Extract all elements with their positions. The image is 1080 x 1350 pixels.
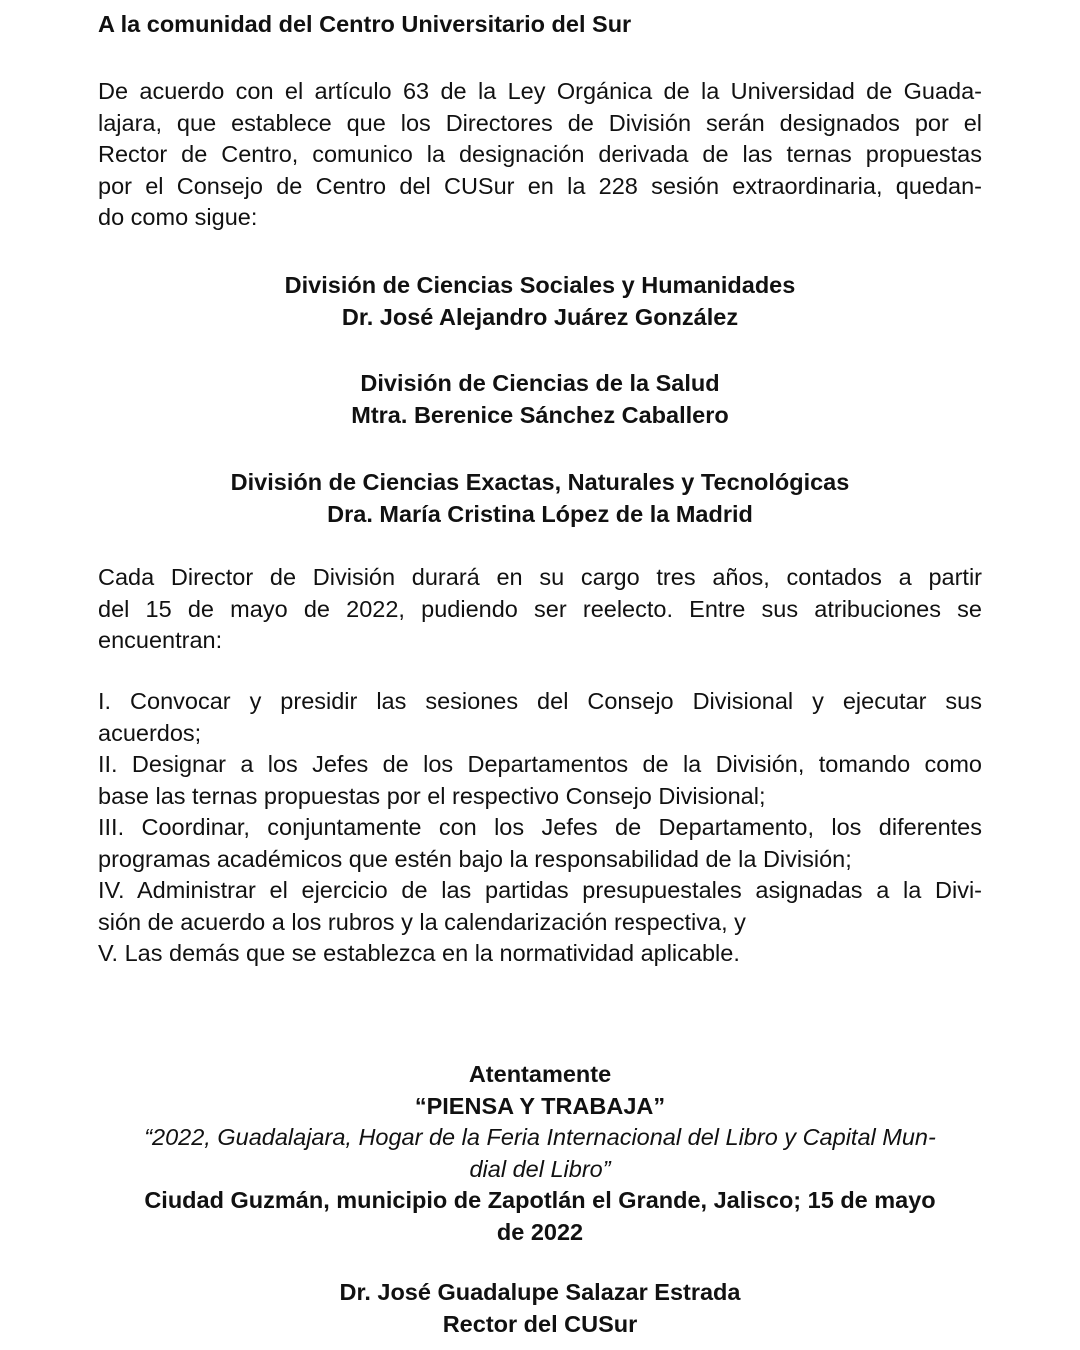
intro-paragraph [98, 76, 982, 234]
intro-line: De acuerdo con el artículo 63 de la Ley Orgánica de la Universidad de Guada- [98, 78, 982, 104]
motto: “PIENSA Y TRABAJA” [414, 1092, 666, 1119]
year-motto: dial del Libro” [469, 1155, 611, 1182]
division-name: División de Ciencias Exactas, Naturales y Tecnológicas [230, 469, 850, 495]
term-paragraph [98, 562, 982, 657]
designation-2 [98, 368, 982, 431]
designation-3 [98, 467, 982, 530]
term-line: Cada Director de División durará en su cargo tres años, contados a partir [98, 564, 982, 590]
greeting: A la comunidad del Centro Universitario del Sur [98, 11, 632, 37]
year-motto: “2022, Guadalajara, Hogar de la Feria Internacional del Libro y Capital Mun- [144, 1124, 936, 1150]
division-name: División de Ciencias de la Salud [360, 370, 720, 396]
director-name: Dr. José Alejandro Juárez González [341, 303, 739, 330]
signature [98, 1277, 982, 1340]
signer-name: Dr. José Guadalupe Salazar Estrada [339, 1279, 741, 1305]
place-date: Ciudad Guzmán, municipio de Zapotlán el Grande, Jalisco; 15 de mayo [144, 1187, 936, 1213]
duty-line: II. Designar a los Jefes de los Departamentos de la División, tomando como [98, 751, 982, 777]
term-line: del 15 de mayo de 2022, pudiendo ser reelecto. Entre sus atribuciones se [98, 595, 982, 622]
salutation: Atentamente [468, 1061, 612, 1087]
duty-line: base las ternas propuestas por el respectivo Consejo Divisional; [98, 782, 766, 809]
director-name: Mtra. Berenice Sánchez Caballero [351, 401, 729, 428]
intro-line: Rector de Centro, comunico la designación derivada de las ternas propuestas [98, 141, 982, 167]
duty-line: sión de acuerdo a los rubros y la calendarización respectiva, y [98, 908, 746, 935]
term-line: encuentran: [98, 627, 223, 653]
place-date: de 2022 [496, 1218, 584, 1245]
signer-title: Rector del CUSur [442, 1310, 638, 1337]
division-name: División de Ciencias Sociales y Humanidades [284, 272, 796, 298]
duty-line: V. Las demás que se establezca en la normatividad aplicable. [98, 940, 740, 966]
intro-line: por el Consejo de Centro del CUSur en la 228 sesión extraordinaria, quedan- [98, 172, 982, 199]
designation-1 [98, 270, 982, 333]
duty-line: III. Coordinar, conjuntamente con los Jefes de Departamento, los diferentes [98, 814, 982, 840]
duty-line: IV. Administrar el ejercicio de las partidas presupuestales asignadas a la Divi- [98, 877, 982, 903]
intro-line: do como sigue: [98, 204, 258, 230]
duty-line: acuerdos; [98, 719, 202, 746]
duty-line: programas académicos que estén bajo la responsabilidad de la División; [98, 845, 852, 872]
closing [98, 1059, 982, 1248]
director-name: Dra. María Cristina López de la Madrid [327, 500, 753, 527]
duties-list [98, 686, 982, 970]
duty-line: I. Convocar y presidir las sesiones del Consejo Divisional y ejecutar sus [98, 688, 982, 714]
intro-line: lajara, que establece que los Directores de División serán designados por el [98, 109, 982, 136]
